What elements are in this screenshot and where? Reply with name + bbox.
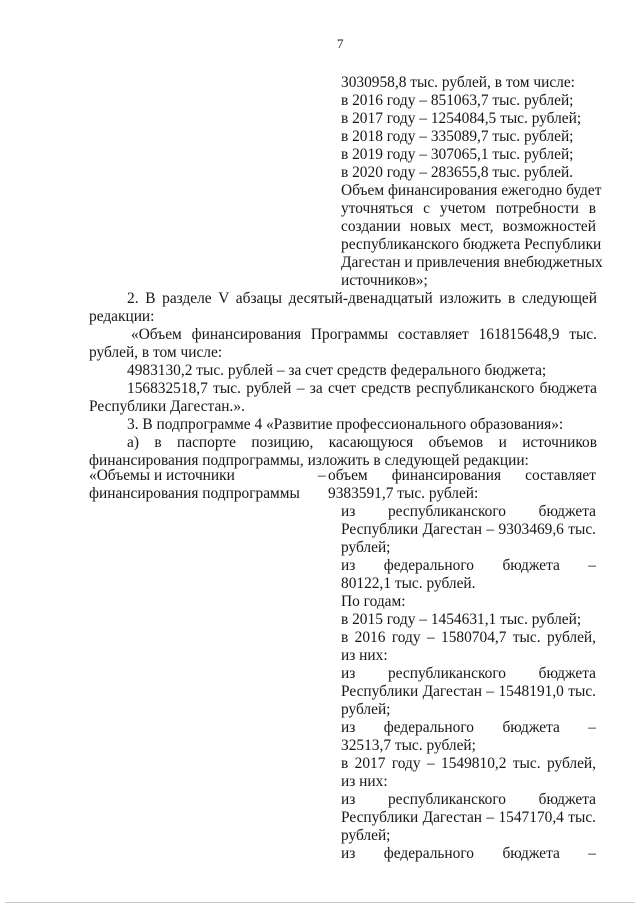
text-line: Дагестан и привлечения внебюджетных — [341, 254, 603, 271]
text-line: источников»; — [341, 272, 428, 289]
text-line: создании новых мест, возможностей — [341, 218, 596, 235]
scan-edge-divider — [5, 902, 635, 903]
paragraph-line: 4983130,2 тыс. рублей – за счет средств федерального бюджета; — [127, 362, 547, 379]
table-value-line: рублей; — [341, 701, 391, 718]
table-value-line: 32513,7 тыс. рублей; — [341, 737, 476, 754]
table-value-line: рублей; — [341, 539, 391, 556]
table-value-line: из федерального бюджета – — [341, 719, 596, 736]
text-line: в 2016 году – 851063,7 тыс. рублей; — [341, 92, 574, 109]
table-label-line: финансирования подпрограммы — [89, 485, 300, 502]
table-value-line: Республики Дагестан – 9303469,6 тыс. — [341, 521, 596, 538]
table-value-line: из республиканского бюджета — [341, 503, 596, 520]
paragraph-line: финансирования подпрограммы, изложить в следующей редакции: — [89, 452, 529, 469]
paragraph-line: а) в паспорте позицию, касающуюся объемов и источников — [127, 434, 597, 451]
table-value-line: в 2016 году – 1580704,7 тыс. рублей, — [341, 629, 596, 646]
table-value-line: рублей; — [341, 827, 391, 844]
table-value-line: 9383591,7 тыс. рублей: — [328, 485, 479, 502]
text-line: в 2019 году – 307065,1 тыс. рублей; — [341, 146, 574, 163]
text-line: 3030958,8 тыс. рублей, в том числе: — [341, 74, 575, 91]
table-value-line: из них: — [341, 773, 388, 790]
table-value-line: По годам: — [341, 593, 406, 610]
text-line: республиканского бюджета Республики — [341, 236, 602, 253]
text-line: в 2017 году – 1254084,5 тыс. рублей; — [341, 110, 582, 127]
table-value-line: в 2015 году – 1454631,1 тыс. рублей; — [341, 611, 582, 628]
table-value-line: из федерального бюджета – — [341, 845, 596, 862]
table-value-line: объем финансирования составляет — [328, 467, 596, 484]
paragraph-line: рублей, в том числе: — [89, 344, 223, 361]
paragraph-line: редакции: — [89, 308, 155, 325]
table-value-line: 80122,1 тыс. рублей. — [341, 575, 476, 592]
paragraph-line: 2. В разделе V абзацы десятый-двенадцатый изложить в следующей — [127, 290, 597, 307]
text-line: в 2020 году – 283655,8 тыс. рублей. — [341, 164, 574, 181]
table-value-line: Республики Дагестан – 1548191,0 тыс. — [341, 683, 596, 700]
text-line: Объем финансирования ежегодно будет — [341, 182, 602, 199]
paragraph-line: Республики Дагестан.». — [89, 398, 245, 415]
table-value-line: из них: — [341, 647, 388, 664]
table-value-line: в 2017 году – 1549810,2 тыс. рублей, — [341, 755, 596, 772]
table-value-line: Республики Дагестан – 1547170,4 тыс. — [341, 809, 596, 826]
text-line: в 2018 году – 335089,7 тыс. рублей; — [341, 128, 574, 145]
table-value-line: из республиканского бюджета — [341, 791, 596, 808]
text-line: уточняться с учетом потребности в — [341, 200, 596, 217]
paragraph-line: «Объем финансирования Программы составляет 161815648,9 тыс. — [131, 326, 597, 343]
table-value-line: из федерального бюджета – — [341, 557, 596, 574]
page-number: 7 — [337, 36, 344, 51]
table-label-line: «Объемы и источники — [89, 467, 235, 484]
paragraph-line: 156832518,7 тыс. рублей – за счет средств республиканского бюджета — [127, 380, 597, 397]
table-dash: – — [318, 467, 326, 484]
table-value-line: из республиканского бюджета — [341, 665, 596, 682]
paragraph-line: 3. В подпрограмме 4 «Развитие профессионального образования»: — [127, 416, 564, 433]
